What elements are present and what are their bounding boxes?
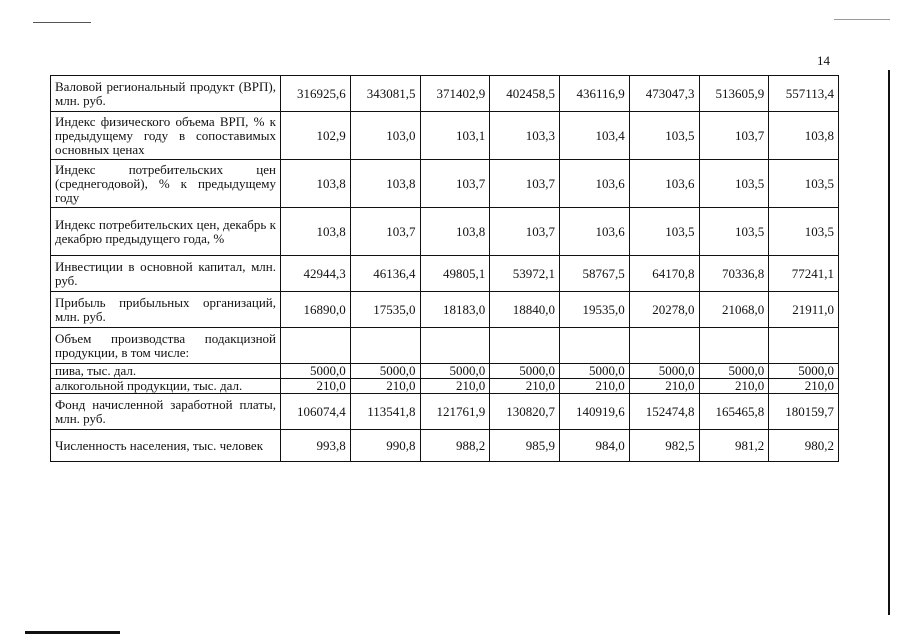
value-cell: 473047,3 <box>629 76 699 112</box>
value-cell: 343081,5 <box>350 76 420 112</box>
value-cell: 982,5 <box>629 430 699 462</box>
value-cell: 984,0 <box>560 430 630 462</box>
value-cell: 53972,1 <box>490 256 560 292</box>
value-cell: 17535,0 <box>350 292 420 328</box>
value-cell <box>629 328 699 364</box>
value-cell: 77241,1 <box>769 256 839 292</box>
value-cell: 46136,4 <box>350 256 420 292</box>
value-cell: 58767,5 <box>560 256 630 292</box>
value-cell: 980,2 <box>769 430 839 462</box>
value-cell <box>350 328 420 364</box>
value-cell: 103,7 <box>490 160 560 208</box>
row-label: Индекс физического объема ВРП, % к предыдущему году в сопоставимых основных ценах <box>51 112 281 160</box>
table-row <box>51 256 839 292</box>
scan-artifact-line <box>25 631 120 634</box>
value-cell: 5000,0 <box>769 364 839 379</box>
row-label: Индекс потребительских цен, декабрь к декабрю предыдущего года, % <box>51 208 281 256</box>
value-cell: 18840,0 <box>490 292 560 328</box>
value-cell: 988,2 <box>420 430 490 462</box>
value-cell: 103,8 <box>420 208 490 256</box>
value-cell: 103,5 <box>699 160 769 208</box>
value-cell: 210,0 <box>350 379 420 394</box>
value-cell: 42944,3 <box>281 256 351 292</box>
value-cell: 103,6 <box>560 160 630 208</box>
value-cell: 18183,0 <box>420 292 490 328</box>
value-cell: 140919,6 <box>560 394 630 430</box>
table-row <box>51 160 839 208</box>
row-label: Инвестиции в основной капитал, млн. руб. <box>51 256 281 292</box>
table-row <box>51 76 839 112</box>
table-row <box>51 292 839 328</box>
value-cell: 990,8 <box>350 430 420 462</box>
value-cell: 436116,9 <box>560 76 630 112</box>
value-cell: 165465,8 <box>699 394 769 430</box>
value-cell: 210,0 <box>699 379 769 394</box>
table-row <box>51 328 839 364</box>
value-cell: 5000,0 <box>629 364 699 379</box>
value-cell: 103,7 <box>350 208 420 256</box>
value-cell: 103,8 <box>769 112 839 160</box>
value-cell <box>769 328 839 364</box>
value-cell: 210,0 <box>629 379 699 394</box>
value-cell: 210,0 <box>769 379 839 394</box>
value-cell: 102,9 <box>281 112 351 160</box>
value-cell: 103,0 <box>350 112 420 160</box>
value-cell: 16890,0 <box>281 292 351 328</box>
row-label: Прибыль прибыльных организаций, млн. руб. <box>51 292 281 328</box>
value-cell: 103,7 <box>420 160 490 208</box>
value-cell: 103,5 <box>769 208 839 256</box>
table-row <box>51 208 839 256</box>
value-cell: 121761,9 <box>420 394 490 430</box>
value-cell: 5000,0 <box>699 364 769 379</box>
value-cell: 19535,0 <box>560 292 630 328</box>
value-cell: 210,0 <box>560 379 630 394</box>
value-cell: 103,6 <box>560 208 630 256</box>
value-cell: 64170,8 <box>629 256 699 292</box>
value-cell <box>281 328 351 364</box>
row-label: пива, тыс. дал. <box>51 364 281 379</box>
value-cell: 106074,4 <box>281 394 351 430</box>
row-label: Объем производства подакцизной продукции, в том числе: <box>51 328 281 364</box>
value-cell <box>560 328 630 364</box>
value-cell: 5000,0 <box>281 364 351 379</box>
value-cell: 103,5 <box>699 208 769 256</box>
row-label: Валовой региональный продукт (ВРП), млн. руб. <box>51 76 281 112</box>
value-cell: 103,5 <box>629 208 699 256</box>
value-cell: 985,9 <box>490 430 560 462</box>
value-cell: 402458,5 <box>490 76 560 112</box>
value-cell: 152474,8 <box>629 394 699 430</box>
row-label: Индекс потребительских цен (среднегодовой), % к предыдущему году <box>51 160 281 208</box>
value-cell: 557113,4 <box>769 76 839 112</box>
value-cell: 103,7 <box>699 112 769 160</box>
scan-artifact-edge <box>888 70 890 615</box>
value-cell: 70336,8 <box>699 256 769 292</box>
value-cell <box>490 328 560 364</box>
table-row <box>51 364 839 379</box>
value-cell: 993,8 <box>281 430 351 462</box>
value-cell: 981,2 <box>699 430 769 462</box>
value-cell: 180159,7 <box>769 394 839 430</box>
value-cell: 103,3 <box>490 112 560 160</box>
value-cell: 210,0 <box>490 379 560 394</box>
value-cell: 103,5 <box>769 160 839 208</box>
value-cell <box>699 328 769 364</box>
value-cell: 103,7 <box>490 208 560 256</box>
value-cell: 103,8 <box>350 160 420 208</box>
value-cell <box>420 328 490 364</box>
table-row <box>51 112 839 160</box>
row-label: алкогольной продукции, тыс. дал. <box>51 379 281 394</box>
value-cell: 513605,9 <box>699 76 769 112</box>
page-number: 14 <box>817 53 830 68</box>
value-cell: 5000,0 <box>420 364 490 379</box>
value-cell: 316925,6 <box>281 76 351 112</box>
scan-artifact-line <box>834 19 890 20</box>
value-cell: 21068,0 <box>699 292 769 328</box>
value-cell: 5000,0 <box>490 364 560 379</box>
value-cell: 210,0 <box>281 379 351 394</box>
value-cell: 20278,0 <box>629 292 699 328</box>
value-cell: 103,6 <box>629 160 699 208</box>
table-row <box>51 394 839 430</box>
value-cell: 103,5 <box>629 112 699 160</box>
row-label: Фонд начисленной заработной платы, млн. руб. <box>51 394 281 430</box>
value-cell: 371402,9 <box>420 76 490 112</box>
value-cell: 5000,0 <box>560 364 630 379</box>
table-row <box>51 430 839 462</box>
value-cell: 130820,7 <box>490 394 560 430</box>
value-cell: 113541,8 <box>350 394 420 430</box>
value-cell: 49805,1 <box>420 256 490 292</box>
value-cell: 103,4 <box>560 112 630 160</box>
table-row <box>51 379 839 394</box>
value-cell: 210,0 <box>420 379 490 394</box>
row-label: Численность населения, тыс. человек <box>51 430 281 462</box>
value-cell: 103,8 <box>281 208 351 256</box>
value-cell: 5000,0 <box>350 364 420 379</box>
value-cell: 103,1 <box>420 112 490 160</box>
scan-artifact-line <box>33 22 91 23</box>
indicators-table <box>50 75 839 462</box>
value-cell: 21911,0 <box>769 292 839 328</box>
value-cell: 103,8 <box>281 160 351 208</box>
